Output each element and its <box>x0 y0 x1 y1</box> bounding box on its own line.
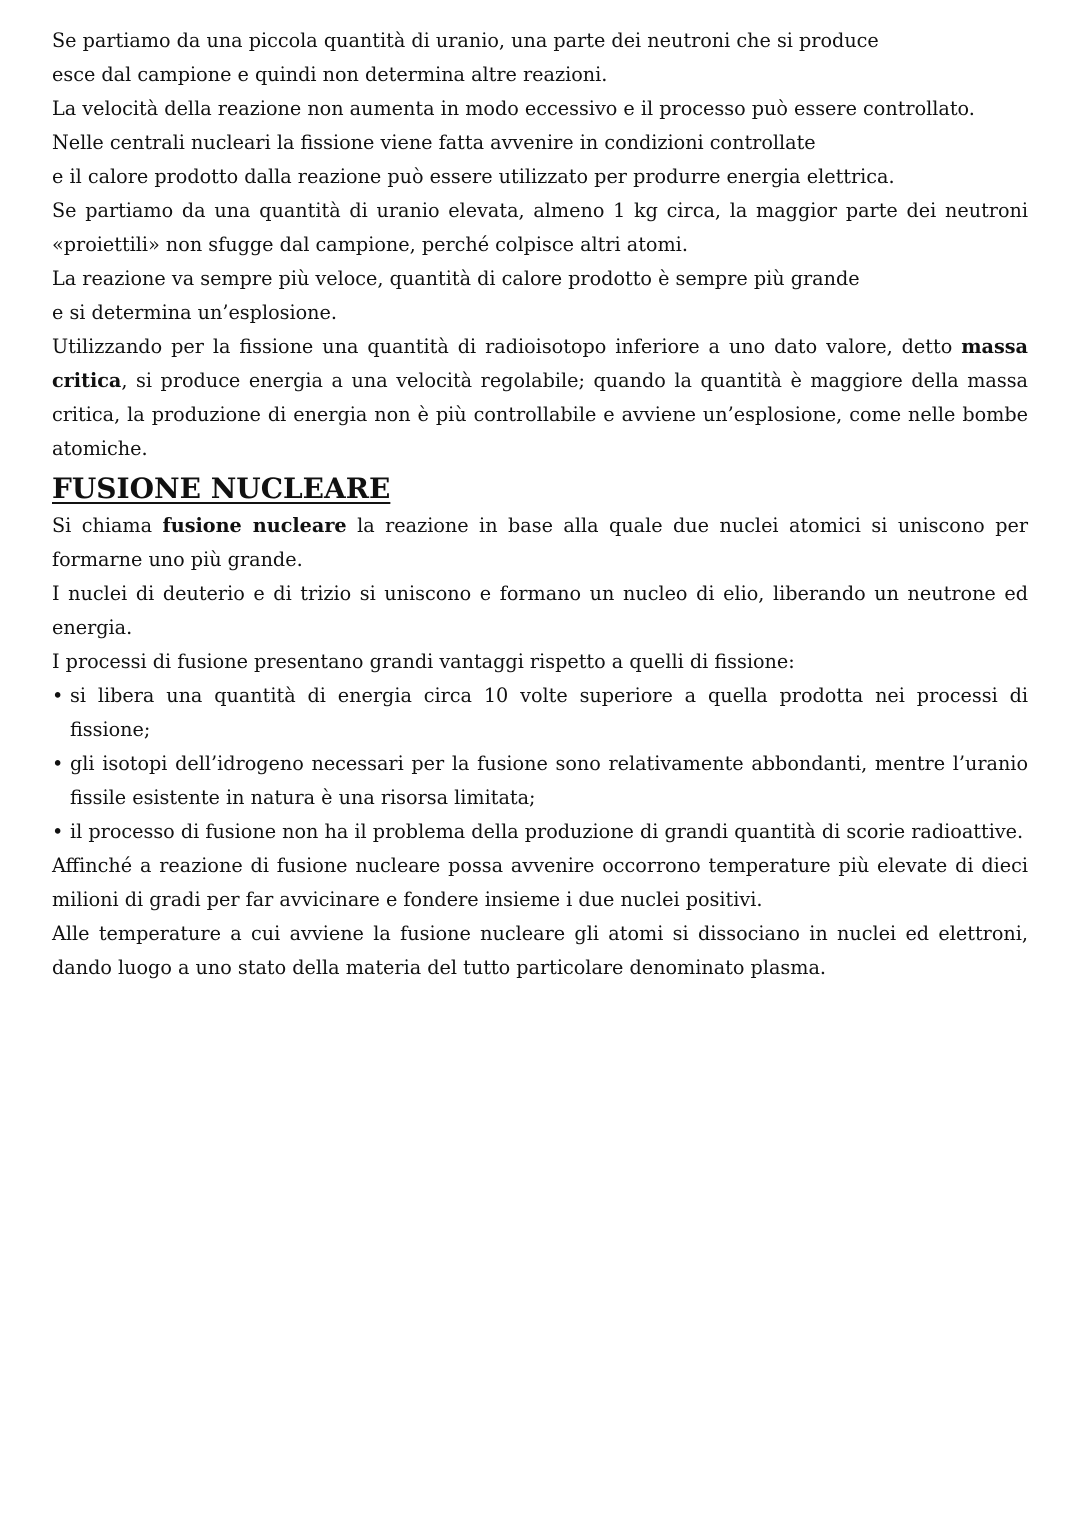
section-heading-text: FUSIONE NUCLEARE <box>52 472 391 505</box>
list-item-text: gli isotopi dell’idrogeno necessari per la fusione sono relativamente abbondanti, mentre l’uranio fissile esistente in natura è una risorsa limitata; <box>70 752 1028 809</box>
fusion-definition-paragraph <box>52 509 1028 577</box>
large-quantity-paragraph: Se partiamo da una quantità di uranio elevata, almeno 1 kg circa, la maggior parte dei neutroni «proiettili» non sfugge dal campione, perché colpisce altri atomi. <box>52 199 1028 256</box>
bullet-icon: • <box>52 684 64 707</box>
critical-mass-term: massa critica <box>52 335 1028 392</box>
deuterium-paragraph: I nuclei di deuterio e di trizio si uniscono e formano un nucleo di elio, liberando un neutrone ed energia. <box>52 582 1028 639</box>
advantages-intro: I processi di fusione presentano grandi vantaggi rispetto a quelli di fissione: <box>52 650 795 673</box>
text-line: e il calore prodotto dalla reazione può essere utilizzato per produrre energia elettrica. <box>52 165 895 188</box>
fusion-section <box>52 466 1028 985</box>
section-heading <box>52 466 1028 509</box>
fission-section <box>52 24 1028 466</box>
list-item <box>52 747 1028 815</box>
critical-mass-text-after: , si produce energia a una velocità regolabile; quando la quantità è maggiore della massa critica, la produzione di energia non è più controllabile e avviene un’esplosione, come nelle bombe atomiche. <box>52 369 1028 460</box>
text-line: La velocità della reazione non aumenta in modo eccessivo e il processo può essere controllato. <box>52 97 975 120</box>
fusion-term: fusione nucleare <box>162 514 347 537</box>
list-item-text: si libera una quantità di energia circa 10 volte superiore a quella prodotta nei processi di fissione; <box>70 684 1028 741</box>
critical-mass-paragraph <box>52 330 1028 466</box>
bullet-icon: • <box>52 752 64 775</box>
advantages-list <box>52 679 1028 849</box>
document-page <box>52 24 1028 985</box>
text-line: Nelle centrali nucleari la fissione viene fatta avvenire in condizioni controllate <box>52 131 816 154</box>
definition-text-before: Si chiama <box>52 514 163 537</box>
definition-text-after: la reazione in base alla quale due nuclei atomici si uniscono per formarne uno più grande. <box>52 514 1028 571</box>
list-item <box>52 679 1028 747</box>
critical-mass-text-before: Utilizzando per la fissione una quantità di radioisotopo inferiore a uno dato valore, detto <box>52 335 962 358</box>
list-item <box>52 815 1028 849</box>
text-line: esce dal campione e quindi non determina altre reazioni. <box>52 63 608 86</box>
text-line: Se partiamo da una piccola quantità di uranio, una parte dei neutroni che si produce <box>52 29 879 52</box>
bullet-icon: • <box>52 820 64 843</box>
plasma-paragraph: Alle temperature a cui avviene la fusione nucleare gli atomi si dissociano in nuclei ed elettroni, dando luogo a uno stato della materia del tutto particolare denominato plasma. <box>52 922 1028 979</box>
temperature-paragraph: Affinché a reazione di fusione nucleare possa avvenire occorrono temperature più elevate di dieci milioni di gradi per far avvicinare e fondere insieme i due nuclei positivi. <box>52 854 1028 911</box>
text-line: La reazione va sempre più veloce, quantità di calore prodotto è sempre più grande <box>52 267 860 290</box>
list-item-text: il processo di fusione non ha il problema della produzione di grandi quantità di scorie radioattive. <box>70 820 1024 843</box>
text-line: e si determina un’esplosione. <box>52 301 337 324</box>
